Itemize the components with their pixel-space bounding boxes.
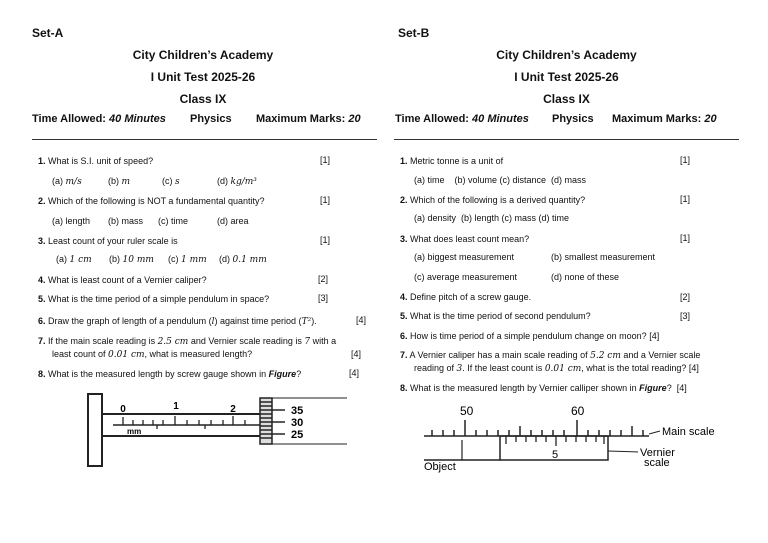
- option: (c) 1 mm: [168, 254, 207, 265]
- option: (c) average measurement: [414, 272, 518, 282]
- option: (d) none of these: [551, 272, 620, 282]
- options: (a) density (b) length (c) mass (d) time: [414, 213, 570, 223]
- thimble-label: 30: [291, 417, 304, 429]
- main-scale-label: Main scale: [662, 426, 715, 438]
- vernier-caliper-figure: [424, 400, 744, 474]
- scale-label: 60: [571, 404, 585, 418]
- option: (b) mass: [108, 216, 144, 226]
- time-value: 40 Minutes: [472, 113, 529, 125]
- question-6: 6. Draw the graph of length of a pendulum (l) against time period (T²).: [38, 316, 317, 327]
- question-6: 6. How is time period of a simple pendulum change on moon? [4]: [400, 331, 660, 341]
- meta-line: [395, 113, 529, 125]
- tick-label: 1: [173, 401, 179, 412]
- school-name: City Children’s Academy: [496, 48, 637, 62]
- time-value: 40 Minutes: [109, 113, 166, 125]
- subject: Physics: [190, 113, 232, 125]
- vernier-number: 5: [552, 449, 559, 461]
- divider: [394, 139, 739, 140]
- marks-value: 20: [348, 113, 361, 125]
- question-5: 5. What is the time period of a simple pendulum in space?: [38, 294, 270, 304]
- scale-label: 50: [460, 404, 474, 418]
- option: (b) m: [108, 176, 131, 187]
- set-b-column: [384, 0, 754, 543]
- marks-value: 20: [704, 113, 717, 125]
- school-name: City Children’s Academy: [132, 48, 274, 62]
- question-7-line-2: reading of 3. If the least count is 0.01 cm, what is the total reading? [4]: [414, 363, 699, 374]
- test-title: I Unit Test 2025-26: [150, 70, 256, 84]
- question-2: 2. Which of the following is NOT a fundamental quantity?: [38, 196, 265, 206]
- marks-4: [2]: [318, 274, 329, 284]
- question-3: 3. What does least count mean?: [400, 234, 530, 244]
- marks-2: [1]: [680, 194, 691, 204]
- set-label: Set-B: [398, 26, 430, 40]
- marks-6: [4]: [356, 315, 367, 325]
- marks-1: [1]: [320, 155, 331, 165]
- marks-4: [2]: [680, 292, 691, 302]
- set-label: Set-A: [32, 26, 64, 40]
- meta-line: [32, 113, 166, 125]
- option: (a) m/s: [52, 176, 82, 187]
- test-title: I Unit Test 2025-26: [514, 70, 619, 84]
- option: (a) 1 cm: [56, 254, 92, 265]
- question-7-line-2: least count of 0.01 cm, what is measured length?: [52, 349, 253, 360]
- question-8: 8. What is the measured length by Vernier calliper shown in Figure? [4]: [400, 383, 687, 393]
- option: (b) 10 mm: [109, 254, 154, 265]
- subject: Physics: [552, 113, 594, 125]
- time-label: Time Allowed:: [32, 113, 106, 125]
- question-2: 2. Which of the following is a derived quantity?: [400, 195, 586, 205]
- option: (c) time: [158, 216, 188, 226]
- marks-5: [3]: [680, 311, 691, 321]
- question-1: 1. What is S.I. unit of speed?: [38, 156, 154, 166]
- thimble-label: 35: [291, 405, 304, 417]
- option: (d) area: [217, 216, 249, 226]
- marks-label: Maximum Marks:: [256, 113, 346, 125]
- marks-2: [1]: [320, 195, 331, 205]
- set-a-column: [0, 0, 370, 543]
- option: (a) length: [52, 216, 91, 226]
- question-4: 4. What is least count of a Vernier caliper?: [38, 275, 207, 285]
- question-7: 7. A Vernier caliper has a main scale reading of 5.2 cm and a Vernier scale: [400, 350, 701, 361]
- question-7: 7. If the main scale reading is 2.5 cm and Vernier scale reading is 7 with a: [38, 336, 337, 347]
- tick-label: 0: [120, 404, 126, 415]
- question-4: 4. Define pitch of a screw gauge.: [400, 292, 532, 302]
- thimble-label: 25: [291, 429, 304, 441]
- marks-3: [1]: [680, 233, 691, 243]
- marks-label: Maximum Marks:: [612, 113, 702, 125]
- question-1: 1. Metric tonne is a unit of: [400, 156, 504, 166]
- marks-1: [1]: [680, 155, 691, 165]
- option: (d) kg/m³: [217, 176, 257, 187]
- option: (c) s: [162, 176, 180, 187]
- marks-8: [4]: [349, 368, 360, 378]
- question-5: 5. What is the time period of second pendulum?: [400, 311, 591, 321]
- class-label: Class IX: [543, 92, 590, 106]
- object-label: Object: [424, 461, 456, 473]
- divider: [32, 139, 377, 140]
- question-8: 8. What is the measured length by screw gauge shown in Figure?: [38, 369, 302, 379]
- marks-3: [1]: [320, 235, 331, 245]
- options: (a) time (b) volume (c) distance (d) mass: [414, 175, 587, 185]
- question-3: 3. Least count of your ruler scale is: [38, 236, 178, 246]
- tick-label: 2: [230, 404, 236, 415]
- max-marks: [612, 113, 717, 125]
- option: (a) biggest measurement: [414, 252, 515, 262]
- option: (b) smallest measurement: [551, 252, 656, 262]
- vernier-scale-label: scale: [644, 457, 670, 469]
- screw-gauge-figure: [85, 392, 355, 468]
- marks-7: [4]: [351, 349, 362, 359]
- option: (d) 0.1 mm: [219, 254, 267, 265]
- time-label: Time Allowed:: [395, 113, 469, 125]
- class-label: Class IX: [179, 92, 227, 106]
- vernier-scale-label: Vernier: [640, 447, 675, 459]
- max-marks: [256, 113, 361, 125]
- marks-5: [3]: [318, 293, 329, 303]
- unit-label: mm: [127, 427, 142, 436]
